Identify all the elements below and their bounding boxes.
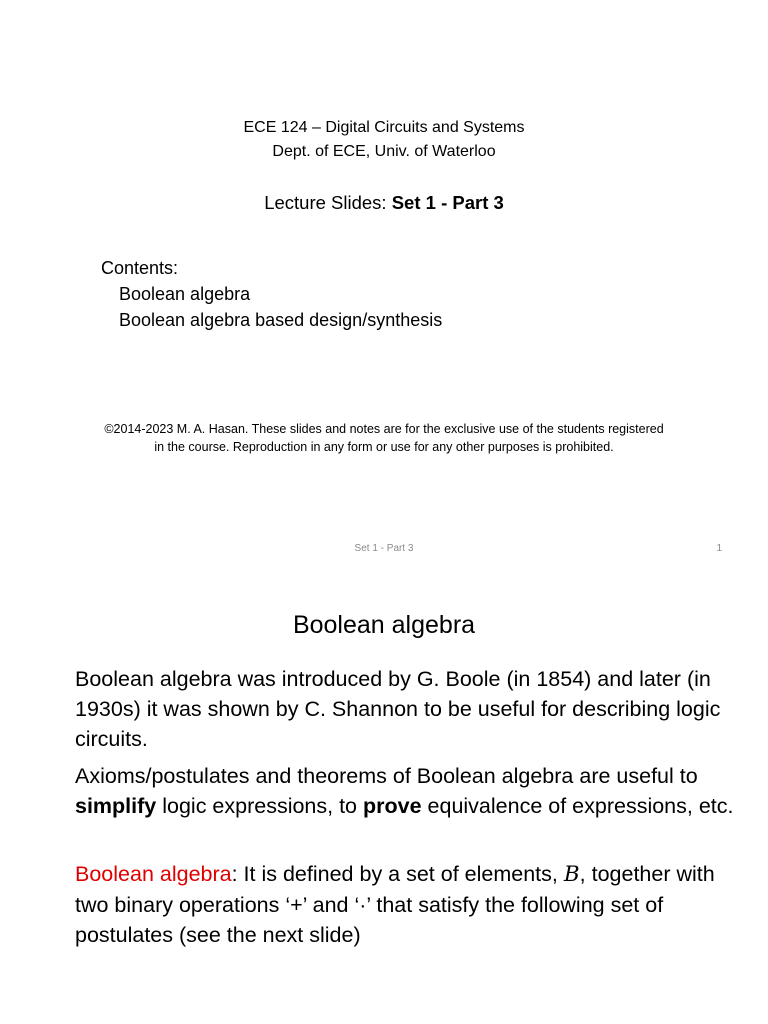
contents-item: Boolean algebra based design/synthesis — [119, 310, 443, 330]
contents-heading: Contents: — [101, 258, 179, 278]
text-run: Axioms/postulates and theorems of Boolean algebra are useful to — [75, 764, 698, 788]
emphasis-prove: prove — [363, 794, 422, 818]
contents-list — [101, 255, 442, 333]
text-run: logic expressions, to — [156, 794, 363, 818]
slide-page-number: 1 — [716, 543, 722, 554]
set-symbol: B — [563, 862, 580, 887]
text-run: , together with two binary operations ‘+’ and ‘·’ that satisfy the following set of postulates (see the next slide) — [75, 862, 715, 947]
paragraph-definition — [75, 859, 745, 950]
copyright-line: in the course. Reproduction in any form or use for any other purposes is prohibited. — [154, 440, 614, 454]
content-slide — [0, 568, 768, 1024]
lecture-set: Set 1 - Part 3 — [391, 192, 504, 213]
lecture-prefix: Lecture Slides: — [264, 192, 392, 213]
slide-footer-label: Set 1 - Part 3 — [354, 543, 414, 554]
lecture-line — [0, 192, 768, 214]
contents-item: Boolean algebra — [119, 284, 251, 304]
slide-title: Boolean algebra — [292, 611, 476, 639]
department-line: Dept. of ECE, Univ. of Waterloo — [272, 143, 496, 160]
copyright-notice — [0, 420, 768, 456]
paragraph-axioms — [75, 761, 745, 821]
emphasis-simplify: simplify — [75, 794, 157, 818]
text-run: : It is defined by a set of elements, — [231, 862, 564, 886]
paragraph-history: Boolean algebra was introduced by G. Boole (in 1854) and later (in 1930s) it was shown by C. Shannon to be useful for describing logic circuits. — [75, 667, 721, 751]
copyright-line: ©2014-2023 M. A. Hasan. These slides and notes are for the exclusive use of the students registered — [104, 422, 664, 436]
course-title: ECE 124 – Digital Circuits and Systems — [243, 119, 525, 136]
definition-term: Boolean algebra — [75, 862, 232, 886]
text-run: equivalence of expressions, etc. — [421, 794, 734, 818]
